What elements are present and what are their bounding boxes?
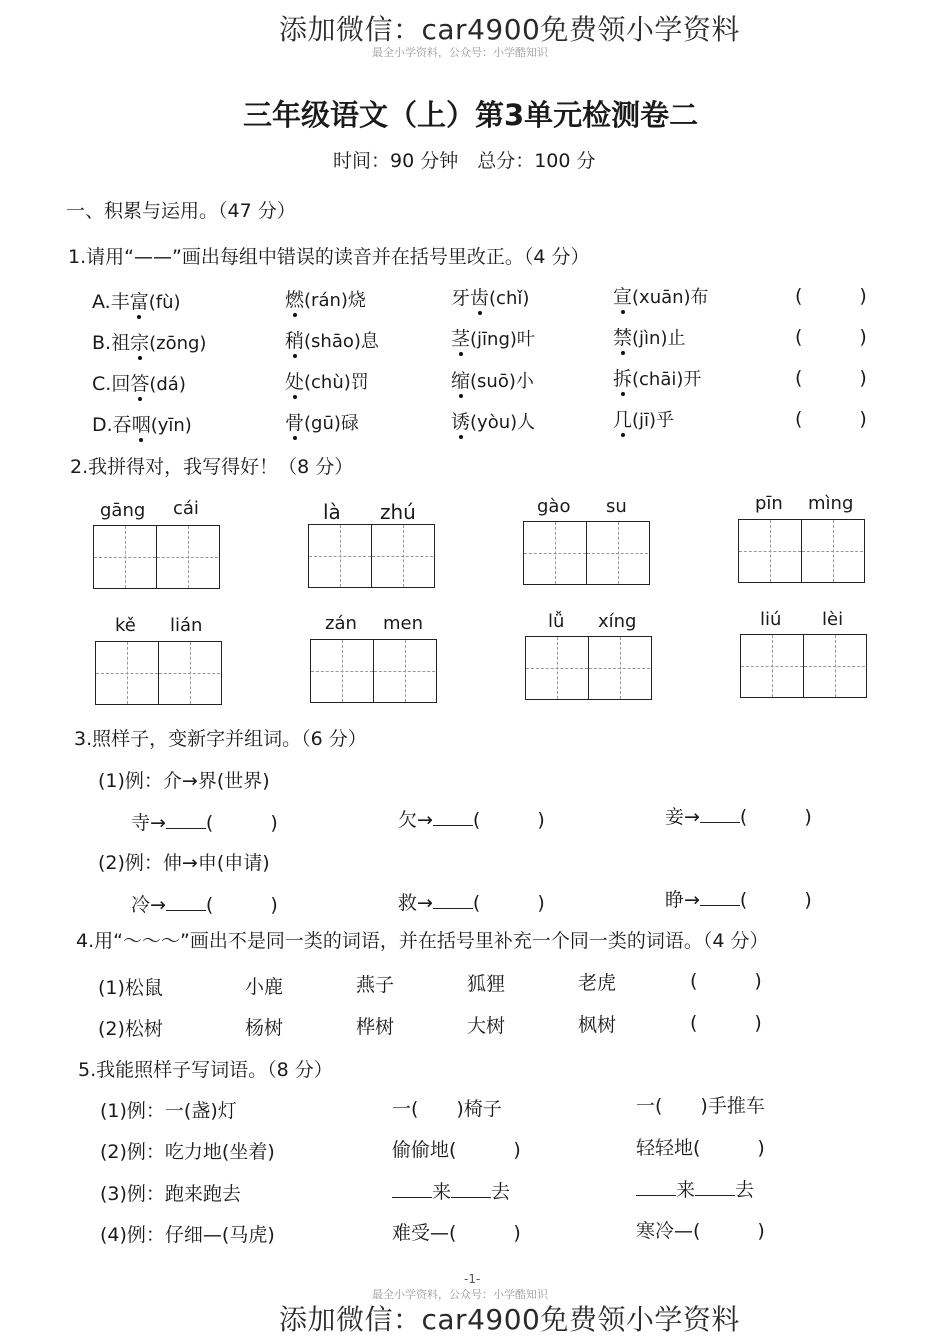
option-c-word-4: 拆(chāi)开 <box>613 368 702 390</box>
page-title: 三年级语文（上）第3单元检测卷二 <box>243 98 699 132</box>
question-3-example-2: (2)例：伸→申(申请) <box>98 852 270 874</box>
question-5-example: (1)例：一(盏)灯 <box>100 1100 237 1122</box>
pinyin-label: zán <box>325 613 357 634</box>
pinyin-label: lián <box>170 615 203 636</box>
option-c-word-3: 缩(suō)小 <box>451 370 534 392</box>
question-3-item[interactable]: 欠→ ( ) <box>398 809 545 831</box>
word-item[interactable]: 燕子 <box>356 974 395 996</box>
pinyin-label: men <box>383 613 424 634</box>
option-d: D.吞咽(yīn) <box>92 414 192 436</box>
pinyin-label: su <box>606 496 627 517</box>
option-d-word-3: 诱(yòu)人 <box>451 411 536 433</box>
pinyin-label: kě <box>115 615 136 636</box>
question-5-item[interactable]: 一( )椅子 <box>392 1098 502 1120</box>
question-5-item[interactable]: 一( )手推车 <box>636 1095 765 1117</box>
question-1-prompt: 1.请用“——”画出每组中错误的读音并在括号里改正。（4 分） <box>68 246 590 268</box>
question-4-prompt: 4.用“～～～”画出不是同一类的词语，并在括号里补充一个同一类的词语。（4 分） <box>76 930 769 952</box>
option-b-answer[interactable]: ( ) <box>795 326 867 348</box>
option-a-answer[interactable]: ( ) <box>795 285 867 307</box>
pinyin-label: cái <box>173 498 199 519</box>
writing-box[interactable] <box>308 524 435 588</box>
option-c: C.回答(dá) <box>92 373 186 395</box>
page-subtitle: 时间：90 分钟 总分：100 分 <box>333 150 596 172</box>
question-5-item[interactable]: 难受—( ) <box>392 1222 521 1244</box>
question-2-prompt: 2.我拼得对，我写得好！（8 分） <box>70 456 354 478</box>
pinyin-label: zhú <box>380 500 416 524</box>
pinyin-label: xíng <box>598 611 637 632</box>
faint-footer: 最全小学资料，公众号：小学酷知识 <box>372 1288 548 1301</box>
question-3-item[interactable]: 寺→ ( ) <box>131 812 278 834</box>
watermark-bottom: 添加微信：car4900免费领小学资料 <box>279 1303 740 1336</box>
writing-box[interactable] <box>95 641 222 705</box>
writing-box[interactable] <box>525 636 652 700</box>
pinyin-label: liú <box>760 609 782 630</box>
option-a: A.丰富(fù) <box>92 291 181 313</box>
pinyin-label: gāng <box>100 500 146 521</box>
option-b: B.祖宗(zōng) <box>92 332 207 354</box>
question-5-prompt: 5.我能照样子写词语。（8 分） <box>78 1059 333 1081</box>
word-item[interactable]: 老虎 <box>578 972 617 994</box>
writing-box[interactable] <box>523 521 650 585</box>
option-a-word-4: 宣(xuān)布 <box>613 286 709 308</box>
option-c-word-2: 处(chù)罚 <box>285 371 369 393</box>
question-3-item[interactable]: 妾→ ( ) <box>665 806 812 828</box>
option-a-word-3: 牙齿(chǐ) <box>451 287 530 309</box>
question-3-item[interactable]: 睁→ ( ) <box>665 889 812 911</box>
word-item[interactable]: (2)松树 <box>98 1018 163 1040</box>
question-3-item[interactable]: 冷→ ( ) <box>131 894 278 916</box>
option-c-answer[interactable]: ( ) <box>795 367 867 389</box>
word-item[interactable]: 枫树 <box>578 1014 617 1036</box>
word-item[interactable]: (1)松鼠 <box>98 977 163 999</box>
writing-box[interactable] <box>738 519 865 583</box>
option-b-word-4: 禁(jìn)止 <box>613 327 686 349</box>
option-b-word-3: 茎(jīng)叶 <box>451 328 535 350</box>
watermark-top: 添加微信：car4900免费领小学资料 <box>279 13 740 46</box>
option-d-answer[interactable]: ( ) <box>795 408 867 430</box>
pinyin-label: là <box>323 500 341 524</box>
pinyin-label: lǚ <box>548 611 565 632</box>
question-3-example-1: (1)例：介→界(世界) <box>98 770 270 792</box>
question-5-item[interactable]: 来 去 <box>392 1177 510 1204</box>
word-item[interactable]: 小鹿 <box>245 976 284 998</box>
option-b-word-2: 稍(shāo)息 <box>285 330 379 352</box>
pinyin-label: gào <box>537 496 571 517</box>
page-number: -1- <box>464 1272 481 1286</box>
word-item[interactable]: 杨树 <box>245 1017 284 1039</box>
question-5-item[interactable]: 轻轻地( ) <box>636 1137 765 1159</box>
pinyin-label: mìng <box>808 493 854 514</box>
question-3-prompt: 3.照样子，变新字并组词。（6 分） <box>74 728 367 750</box>
question-5-example: (2)例：吃力地(坐着) <box>100 1141 275 1163</box>
writing-box[interactable] <box>310 639 437 703</box>
question-5-example: (3)例：跑来跑去 <box>100 1183 241 1205</box>
writing-box[interactable] <box>740 634 867 698</box>
pinyin-label: lèi <box>822 609 844 630</box>
word-item[interactable]: 狐狸 <box>467 973 506 995</box>
option-d-word-2: 骨(gū)碌 <box>285 412 359 434</box>
pinyin-label: pīn <box>755 493 783 514</box>
option-d-word-4: 几(jī)乎 <box>613 409 675 431</box>
question-5-example: (4)例：仔细—(马虎) <box>100 1224 275 1246</box>
section-heading: 一、积累与运用。（47 分） <box>66 200 296 222</box>
word-item[interactable]: 大树 <box>467 1015 506 1037</box>
word-item[interactable]: 桦树 <box>356 1016 395 1038</box>
question-5-item[interactable]: 寒冷—( ) <box>636 1220 765 1242</box>
option-a-word-2: 燃(rán)烧 <box>285 289 366 311</box>
faint-header: 最全小学资料，公众号：小学酷知识 <box>372 46 548 59</box>
writing-box[interactable] <box>93 525 220 589</box>
question-5-item[interactable]: 来 去 <box>636 1175 754 1202</box>
question-5-item[interactable]: 偷偷地( ) <box>392 1139 521 1161</box>
question-4-answer[interactable]: ( ) <box>690 1012 762 1034</box>
question-4-answer[interactable]: ( ) <box>690 970 762 992</box>
question-3-item[interactable]: 救→ ( ) <box>398 892 545 914</box>
